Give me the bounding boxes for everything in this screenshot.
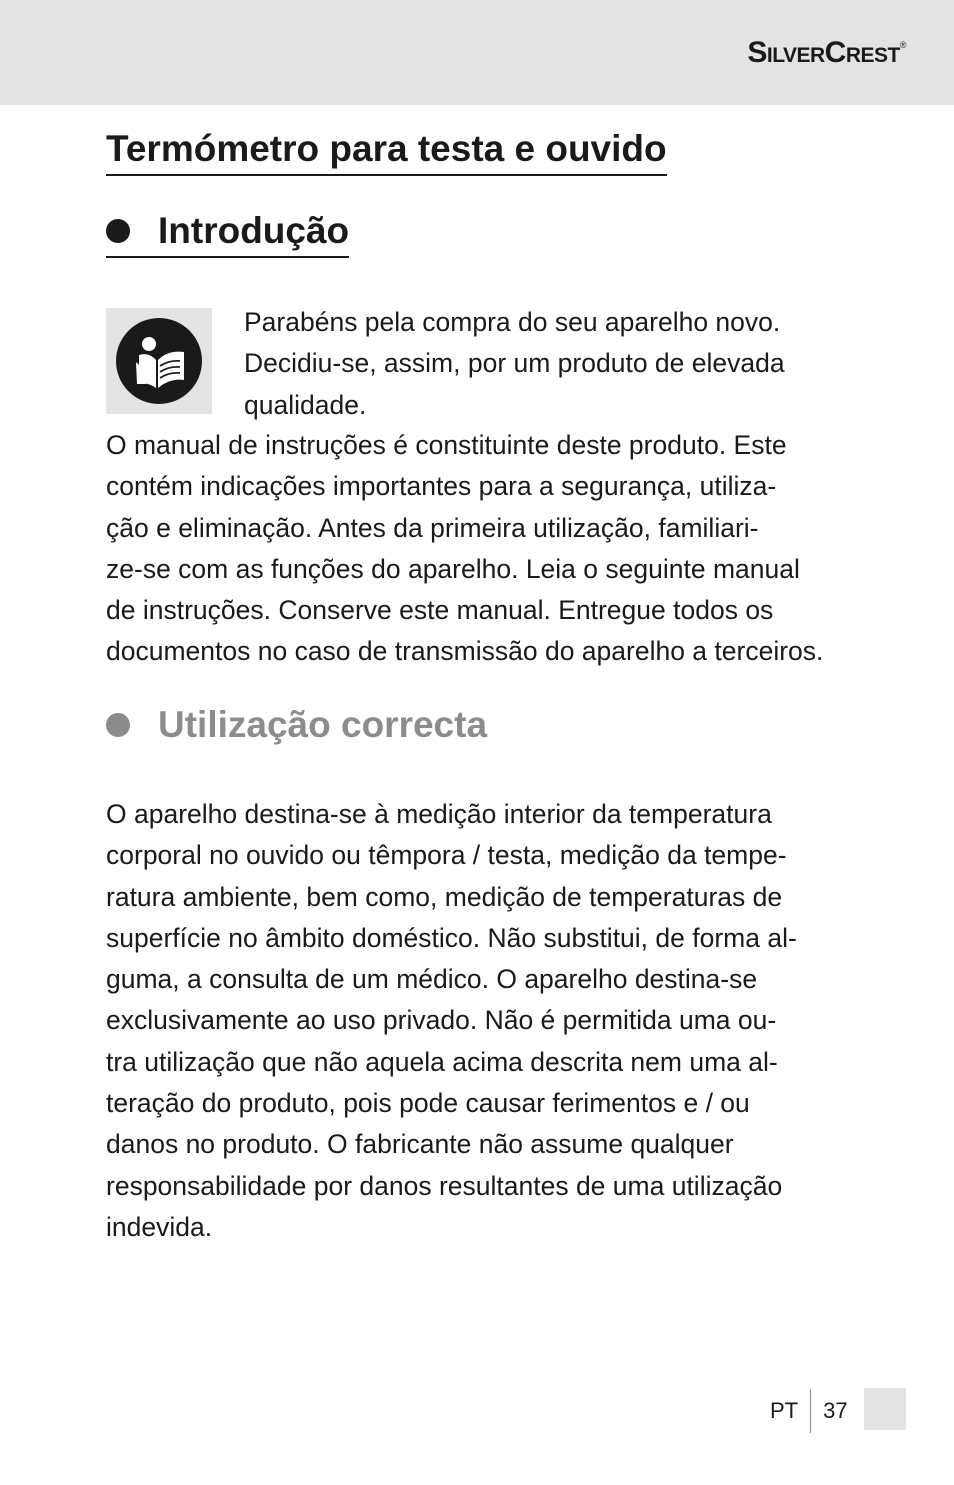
- intended-use-paragraph: [106, 794, 797, 1248]
- text-line: ze-se com as funções do aparelho. Leia o seguinte manual: [106, 553, 800, 584]
- page-tab-marker: [864, 1388, 906, 1430]
- text-line: superfície no âmbito doméstico. Não substitui, de forma al-: [106, 922, 797, 953]
- intro-paragraph-body: [106, 425, 823, 673]
- brand-logo: [747, 36, 906, 70]
- bullet-icon: [106, 713, 130, 737]
- text-line: exclusivamente ao uso privado. Não é permitida uma ou-: [106, 1005, 777, 1036]
- page-footer: [770, 1394, 848, 1428]
- text-line: Decidiu-se, assim, por um produto de elevada: [244, 348, 785, 379]
- language-code: PT: [770, 1398, 799, 1423]
- footer-divider: [810, 1389, 811, 1433]
- registered-mark: ®: [899, 40, 906, 50]
- text-line: O aparelho destina-se à medição interior da temperatura: [106, 799, 772, 829]
- text-line: qualidade.: [244, 389, 367, 420]
- section-heading-intro-label: Introdução: [158, 210, 350, 251]
- text-line: contém indicações importantes para a segurança, utiliza-: [106, 471, 777, 502]
- document-title: Termómetro para testa e ouvido: [106, 128, 667, 176]
- text-line: ção e eliminação. Antes da primeira utilização, familiari-: [106, 512, 759, 543]
- text-line: O manual de instruções é constituinte deste produto. Este: [106, 430, 787, 460]
- text-line: danos no produto. O fabricante não assume qualquer: [106, 1129, 734, 1160]
- text-line: documentos no caso de transmissão do aparelho a terceiros.: [106, 636, 824, 667]
- text-line: tra utilização que não aquela acima descrita nem uma al-: [106, 1046, 778, 1077]
- section-heading-intended-use-label: Utilização correcta: [158, 704, 488, 745]
- text-line: responsabilidade por danos resultantes de uma utilização: [106, 1170, 783, 1201]
- text-line: teração do produto, pois pode causar ferimentos e / ou: [106, 1088, 750, 1119]
- text-line: indevida.: [106, 1211, 213, 1242]
- section-heading-intended-use: [106, 704, 487, 746]
- text-line: corporal no ouvido ou têmpora / testa, medição da tempe-: [106, 840, 787, 871]
- text-line: Parabéns pela compra do seu aparelho novo.: [244, 307, 781, 337]
- read-manual-icon: [106, 308, 212, 414]
- intro-paragraph-lead: [244, 302, 785, 426]
- bullet-icon: [106, 219, 130, 243]
- text-line: ratura ambiente, bem como, medição de temperaturas de: [106, 881, 783, 912]
- section-heading-intro: [106, 210, 349, 258]
- brand-name: SilverCrest: [747, 36, 900, 69]
- text-line: de instruções. Conserve este manual. Entregue todos os: [106, 595, 774, 626]
- page-number: 37: [823, 1398, 848, 1423]
- text-line: guma, a consulta de um médico. O aparelho destina-se: [106, 964, 758, 995]
